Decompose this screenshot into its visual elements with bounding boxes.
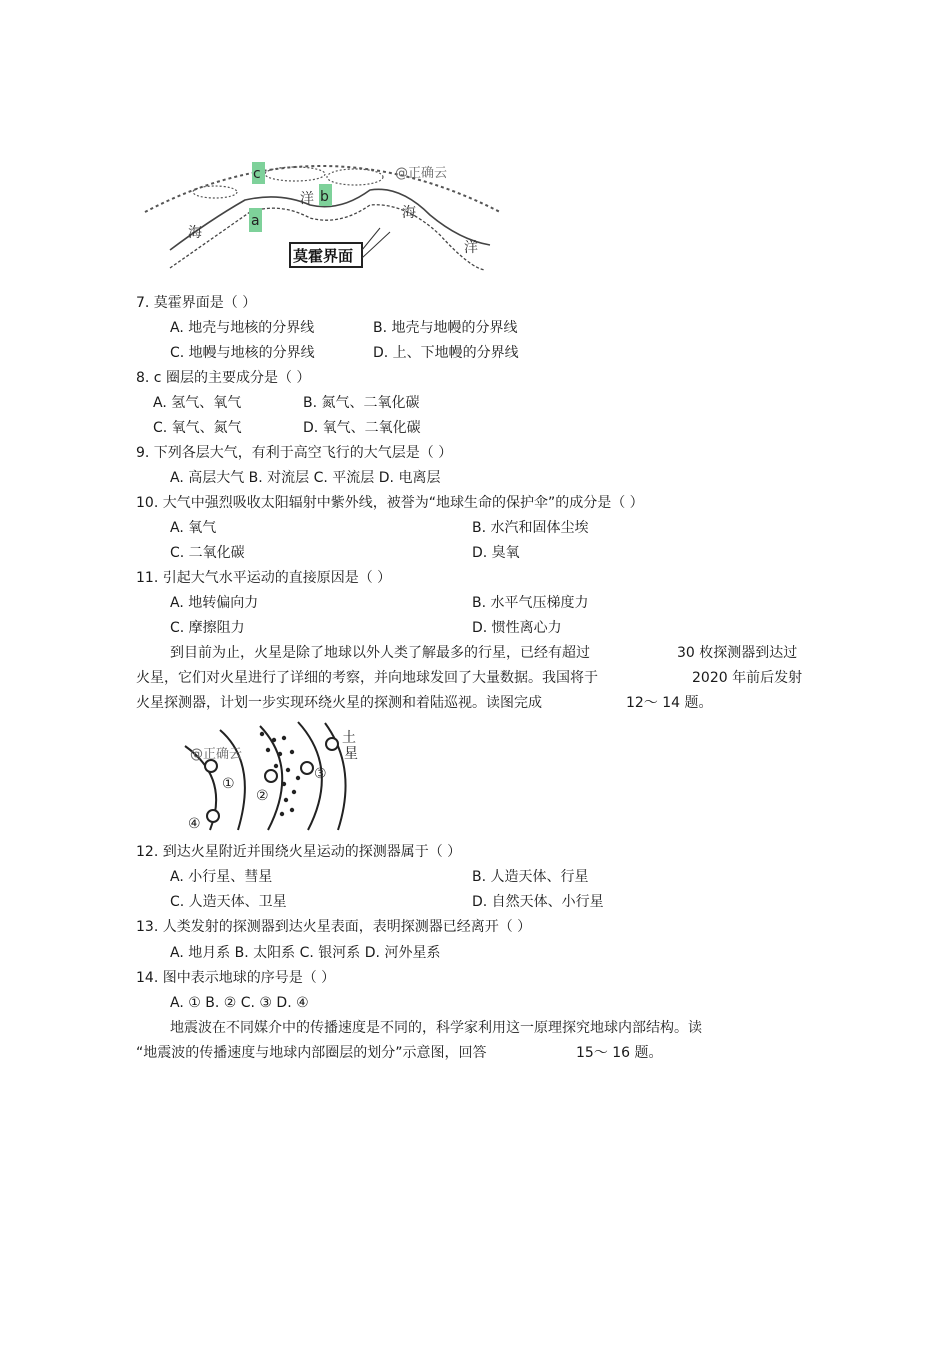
- passage2-line2: “地震波的传播速度与地球内部圈层的划分”示意图，回答: [136, 1045, 487, 1061]
- cloud-2: [265, 167, 325, 181]
- planet-3: [301, 762, 313, 774]
- label-a: a: [251, 213, 260, 229]
- passage1-line2-end: 2020 年前后发射: [692, 670, 803, 686]
- q14-stem: 14. 图中表示地球的序号是（ ）: [136, 970, 336, 986]
- q12-option-b: B. 人造天体、行星: [472, 869, 589, 885]
- q10-option-a: A. 氧气: [170, 520, 217, 536]
- cloud-1: [193, 186, 237, 198]
- passage2-line1: 地震波在不同媒介中的传播速度是不同的，科学家利用这一原理探究地球内部结构。读: [170, 1020, 702, 1036]
- label-b: b: [320, 189, 329, 205]
- passage1-line1: 到目前为止，火星是除了地球以外人类了解最多的行星，已经有超过: [170, 645, 590, 661]
- planet-saturn: [326, 738, 338, 750]
- orbit-diagram: [180, 718, 370, 836]
- q7-option-d: D. 上、下地幔的分界线: [373, 345, 519, 361]
- crust-diagram: [140, 140, 510, 280]
- q7-option-b: B. 地壳与地幔的分界线: [373, 320, 518, 336]
- label-2: ②: [256, 788, 269, 804]
- passage1-line3: 火星探测器，计划一步实现环绕火星的探测和着陆巡视。读图完成: [136, 695, 542, 711]
- q11-option-d: D. 惯性离心力: [472, 620, 562, 636]
- q10-option-d: D. 臭氧: [472, 545, 520, 561]
- q10-stem: 10. 大气中强烈吸收太阳辐射中紫外线，被誉为“地球生命的保护伞”的成分是（ ）: [136, 495, 644, 511]
- q11-option-b: B. 水平气压梯度力: [472, 595, 589, 611]
- q8-option-c: C. 氧气、氮气: [153, 420, 242, 436]
- q12-option-d: D. 自然天体、小行星: [472, 894, 604, 910]
- saturn-label-2: 星: [344, 746, 358, 762]
- ocean-char-4: 洋: [464, 240, 478, 256]
- q8-option-d: D. 氧气、二氧化碳: [303, 420, 421, 436]
- passage1-line2: 火星，它们对火星进行了详细的考察，并向地球发回了大量数据。我国将于: [136, 670, 598, 686]
- passage1-line3-end: 12～ 14 题。: [626, 695, 713, 711]
- q10-option-c: C. 二氧化碳: [170, 545, 245, 561]
- label-1: ①: [222, 776, 235, 792]
- moho-pointer: [362, 228, 390, 258]
- label-3: ③: [314, 766, 327, 782]
- planet-2: [265, 770, 277, 782]
- q7-option-c: C. 地幔与地核的分界线: [170, 345, 315, 361]
- moho-label: 莫霍界面: [293, 247, 354, 265]
- q8-option-a: A. 氢气、氧气: [153, 395, 242, 411]
- label-c: c: [253, 166, 261, 182]
- ocean-char-2: 洋: [300, 191, 314, 207]
- q13-stem: 13. 人类发射的探测器到达火星表面，表明探测器已经离开（ ）: [136, 919, 532, 935]
- cloud-3: [327, 169, 383, 185]
- q8-option-b: B. 氮气、二氧化碳: [303, 395, 420, 411]
- q7-option-a: A. 地壳与地核的分界线: [170, 320, 315, 336]
- ocean-char-1: 海: [188, 225, 202, 241]
- q11-option-a: A. 地转偏向力: [170, 595, 259, 611]
- label-4: ④: [188, 816, 201, 832]
- q9-options: A. 高层大气 B. 对流层 C. 平流层 D. 电离层: [170, 470, 441, 486]
- q11-option-c: C. 摩擦阻力: [170, 620, 245, 636]
- q12-stem: 12. 到达火星附近并围绕火星运动的探测器属于（ ）: [136, 844, 462, 860]
- q12-option-a: A. 小行星、彗星: [170, 869, 273, 885]
- q10-option-b: B. 水汽和固体尘埃: [472, 520, 589, 536]
- passage2-line2-end: 15～ 16 题。: [576, 1045, 663, 1061]
- q7-stem: 7. 莫霍界面是（ ）: [136, 295, 257, 311]
- q12-option-c: C. 人造天体、卫星: [170, 894, 287, 910]
- q13-options: A. 地月系 B. 太阳系 C. 银河系 D. 河外星系: [170, 945, 441, 961]
- watermark: @正确云: [190, 747, 243, 762]
- planet-4: [207, 810, 219, 822]
- q11-stem: 11. 引起大气水平运动的直接原因是（ ）: [136, 570, 392, 586]
- q9-stem: 9. 下列各层大气，有利于高空飞行的大气层是（ ）: [136, 445, 453, 461]
- ocean-char-3: 海: [402, 205, 416, 221]
- passage1-line1-end: 30 枚探测器到达过: [677, 645, 798, 661]
- saturn-label-1: 土: [342, 730, 356, 746]
- watermark: @正确云: [395, 166, 448, 181]
- q14-options: A. ① B. ② C. ③ D. ④: [170, 995, 309, 1011]
- q8-stem: 8. c 圈层的主要成分是（ ）: [136, 370, 311, 386]
